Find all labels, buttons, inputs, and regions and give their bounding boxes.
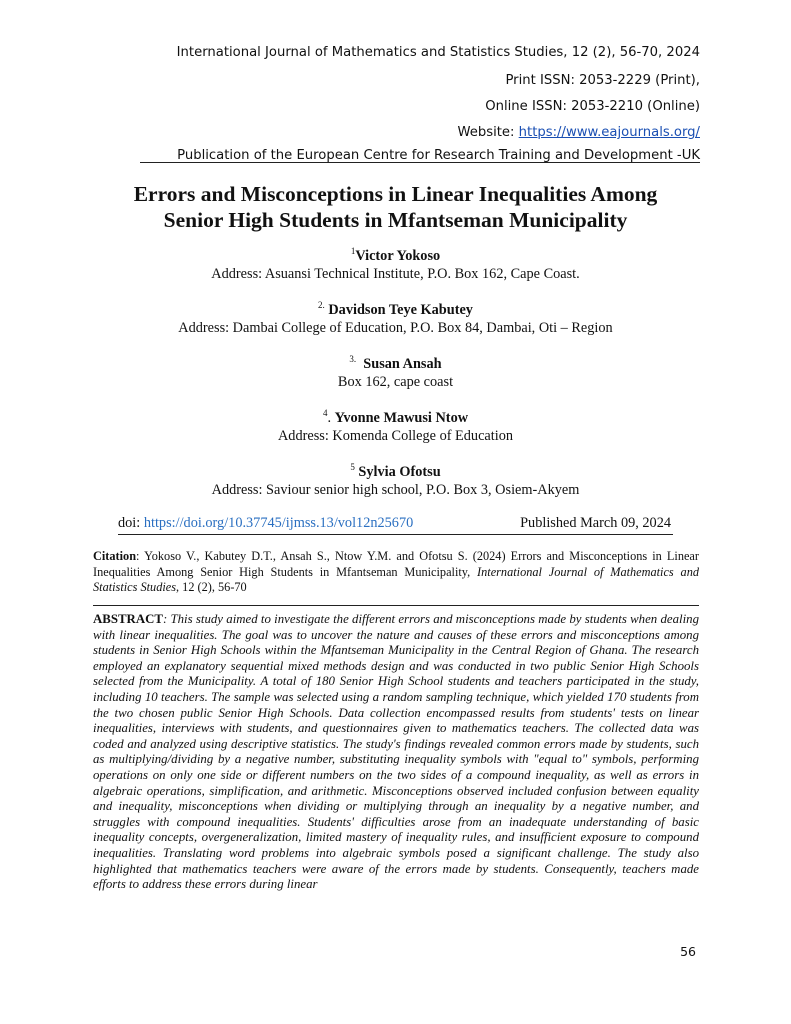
- doi-link[interactable]: https://doi.org/10.37745/ijmss.13/vol12n25670: [143, 515, 414, 531]
- abstract-text: : This study aimed to investigate the different errors and misconceptions made by students when dealing with linear inequalities. The goal was to uncover the nature and causes of these errors and misconceptions among students in Senior High Schools within the Mfantseman Municipality in the Central Region of Ghana. The research employed an explanatory sequential mixed methods design and was conducted in two public Senior High Schools selected from the Municipality. A total of 180 Senior High School students and teachers participated in the study, including 10 teachers. The sample was selected using a random sampling technique, which yielded 170 students from the two chosen public Senior High Schools. Data collection encompassed results from students' tests on linear inequalities, interviews with students, and questionnaires given to mathematics teachers. The collected data was coded and analyzed using descriptive statistics. The study's findings revealed common errors made by students, such as multiplying/dividing by a negative number, substituting inequality symbols with "equal to" symbols, performing operations on only one side or different numbers on the two sides of a compound inequality, as well as errors in algebraic operations, simplification, and arithmetic. Misconceptions observed included confusion between equality and inequality, misconceptions when dividing or multiplying through an inequality by a negative number, and struggles with compound inequalities. Students' difficulties arose from an inadequate understanding of basic inequality concepts, overgeneralization, limited mastery of inequality rules, and insufficient exposure to compound inequalities. Translating word problems into algebraic symbols posed a significant challenge. The study also highlighted that mathematics teachers were aware of the errors made by students. Consequently, teachers made efforts to address these errors during linear: [93, 612, 699, 892]
- citation-text: : Yokoso V., Kabutey D.T., Ansah S., Ntow Y.M. and Ofotsu S. (2024) Errors and Misconceptions in Linear Inequalities Among Senior High Students in Mfantseman Municipality,: [93, 549, 699, 579]
- author-block-4: $^4$. Yvonne Mawusi Ntow Address: Komenda College of Education: [60, 409, 731, 445]
- header-rule: [140, 162, 700, 163]
- author-mark: 4: [322, 408, 328, 419]
- author-address: Address: Saviour senior high school, P.O. Box 3, Osiem-Akyem: [211, 482, 580, 498]
- citation-journal: International Journal of Mathematics and Statistics Studies: [93, 564, 699, 594]
- abstract-label: ABSTRACT: [93, 612, 163, 626]
- author-address: Address: Asuansi Technical Institute, P.O. Box 162, Cape Coast.: [211, 266, 580, 282]
- author-block-3: [60, 355, 731, 391]
- page-number: 56: [680, 944, 696, 959]
- author-block-1: [60, 247, 731, 283]
- citation: [93, 549, 699, 596]
- author-name: Yvonne Mawusi Ntow: [334, 410, 469, 426]
- author-block-5: [60, 463, 731, 499]
- abstract: [93, 612, 699, 893]
- doi-label: doi:: [118, 515, 144, 531]
- author-address: Box 162, cape coast: [337, 374, 454, 390]
- website-link[interactable]: https://www.eajournals.org/: [518, 125, 700, 140]
- author-name: Davidson Teye Kabutey: [328, 302, 473, 318]
- journal-line: International Journal of Mathematics and Statistics Studies, 12 (2), 56-70, 2024: [176, 45, 700, 60]
- publisher-line: Publication of the European Centre for Research Training and Development -UK: [177, 148, 700, 163]
- author-block-2: [60, 301, 731, 337]
- print-issn: Print ISSN: 2053-2229 (Print),: [505, 73, 700, 88]
- online-issn: Online ISSN: 2053-2210 (Online): [485, 99, 700, 114]
- author-mark: 1: [350, 246, 356, 257]
- author-address: Address: Dambai College of Education, P.O. Box 84, Dambai, Oti – Region: [178, 320, 613, 336]
- author-name: Sylvia Ofotsu: [358, 464, 441, 480]
- author-mark: 5: [350, 462, 355, 473]
- website-line: [457, 125, 700, 140]
- author-address: Address: Komenda College of Education: [277, 428, 514, 444]
- website-label: Website:: [457, 125, 519, 140]
- doi-row: [118, 515, 673, 535]
- author-mark: 2.: [318, 300, 325, 311]
- citation-rule: [93, 605, 699, 606]
- author-name: Victor Yokoso: [355, 248, 441, 264]
- author-name: Susan Ansah: [363, 356, 442, 372]
- citation-label: Citation: [93, 549, 137, 563]
- title-line-2: Senior High Students in Mfantseman Municipality: [163, 208, 628, 232]
- published-date: Published March 09, 2024: [520, 515, 671, 531]
- paper-title: [60, 181, 731, 233]
- citation-tail: , 12 (2), 56-70: [176, 580, 247, 594]
- author-mark: 3.: [349, 354, 357, 365]
- title-line-1: Errors and Misconceptions in Linear Inequalities Among: [133, 182, 658, 206]
